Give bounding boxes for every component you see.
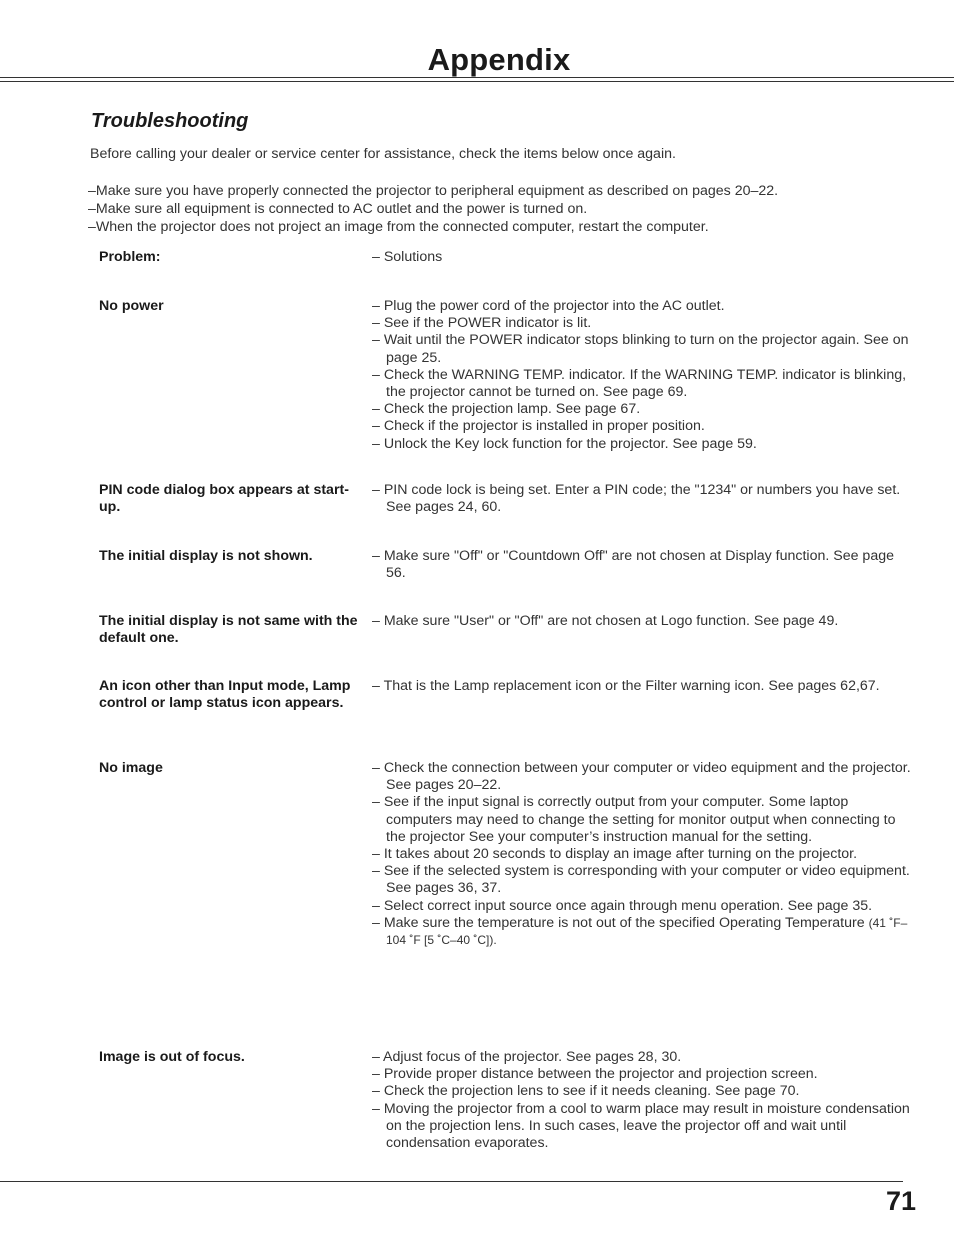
- solution-item: – That is the Lamp replacement icon or the Filter warning icon. See pages 62,67.: [372, 678, 880, 694]
- solution-list: [372, 678, 912, 695]
- page-number: 71: [885, 1186, 916, 1216]
- solution-item: – Check the projection lamp. See page 67.: [372, 401, 641, 418]
- precheck-item: –Make sure you have properly connected the projector to peripheral equipment as described on pages 20–22.: [88, 183, 779, 199]
- problem-label: No power: [99, 298, 164, 314]
- solution-item: – See if the POWER indicator is lit.: [372, 315, 592, 332]
- solution-item: – Check if the projector is installed in proper position.: [372, 418, 705, 435]
- problem-label: The initial display is not same with the default one.: [99, 613, 358, 647]
- problem-column-header: Problem:: [99, 249, 161, 265]
- solution-list: [372, 548, 912, 582]
- temperature-range: (41 ˚F–104 ˚F [5 ˚C–40 ˚C]).: [386, 915, 908, 948]
- solutions-column-header: – Solutions: [372, 249, 443, 265]
- solution-list: [372, 1049, 912, 1152]
- solution-item: – Unlock the Key lock function for the projector. See page 59.: [372, 435, 757, 452]
- solution-item: – Wait until the POWER indicator stops blinking to turn on the projector again. See on page 25.: [372, 332, 909, 366]
- precheck-list: [88, 182, 778, 236]
- problem-label: Image is out of focus.: [99, 1049, 245, 1065]
- intro-paragraph: Before calling your dealer or service center for assistance, check the items below once again.: [90, 146, 676, 162]
- solution-item: – PIN code lock is being set. Enter a PIN code; the "1234" or numbers you have set. See pages 24, 60.: [372, 482, 901, 516]
- solution-item: – Select correct input source once again through menu operation. See page 35.: [372, 897, 873, 914]
- solution-item: – It takes about 20 seconds to display an image after turning on the projector.: [372, 846, 858, 863]
- solution-list: [372, 613, 912, 630]
- solution-item: – Check the WARNING TEMP. indicator. If the WARNING TEMP. indicator is blinking, the projector cannot be turned on. See page 69.: [372, 366, 907, 401]
- solution-item: [372, 915, 912, 949]
- solution-list: [372, 298, 912, 453]
- problem-label: An icon other than Input mode, Lamp control or lamp status icon appears.: [99, 678, 351, 712]
- problem-label: No image: [99, 760, 163, 776]
- solution-item: – Make sure "Off" or "Countdown Off" are not chosen at Display function. See page 56.: [372, 548, 894, 582]
- solution-item: – Make sure "User" or "Off" are not chosen at Logo function. See page 49.: [372, 613, 839, 629]
- precheck-item: –When the projector does not project an image from the connected computer, restart the computer.: [88, 219, 709, 235]
- solution-list: [372, 482, 912, 516]
- header-rule: [0, 77, 954, 78]
- solution-text: – Make sure the temperature is not out of the specified Operating Temperature: [372, 914, 869, 931]
- precheck-item: –Make sure all equipment is connected to AC outlet and the power is turned on.: [88, 201, 588, 217]
- page-header-title: Appendix: [427, 42, 571, 77]
- section-title: Troubleshooting: [91, 110, 249, 132]
- solution-item: – Plug the power cord of the projector into the AC outlet.: [372, 298, 725, 314]
- footer-rule: [0, 1181, 903, 1182]
- solution-list: [372, 760, 912, 949]
- problem-label: The initial display is not shown.: [99, 548, 313, 564]
- solution-item: – See if the input signal is correctly output from your computer. Some laptop computers may need to change the setting for monitor output when connecting to the projector See your computer’s instruction manual for the setting.: [372, 794, 896, 845]
- solution-item: – See if the selected system is corresponding with your computer or video equipment. See pages 36, 37.: [372, 863, 910, 897]
- problem-label: PIN code dialog box appears at start-up.: [99, 482, 349, 516]
- solutions-column-header-list: [372, 249, 912, 266]
- solution-item: – Check the connection between your computer or video equipment and the projector. See pages 20–22.: [372, 760, 911, 794]
- solution-item: – Provide proper distance between the projector and projection screen.: [372, 1066, 818, 1083]
- solution-item: – Moving the projector from a cool to warm place may result in moisture condensation on the projection lens. In such cases, leave the projector off and wait until condensation evaporates.: [372, 1100, 910, 1152]
- header-rule-thin: [0, 81, 954, 82]
- solution-item: – Check the projection lens to see if it needs cleaning. See page 70.: [372, 1083, 800, 1100]
- solution-item: – Adjust focus of the projector. See pages 28, 30.: [372, 1049, 682, 1065]
